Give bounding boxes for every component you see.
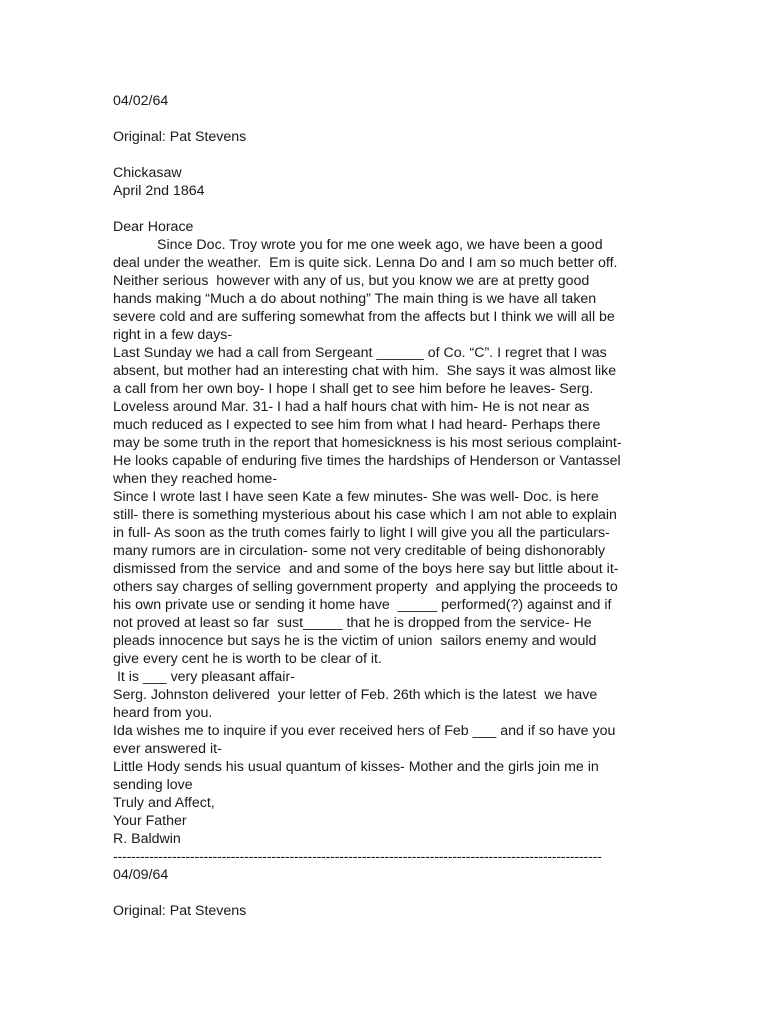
body-line: a call from her own boy- I hope I shall get to see him before he leaves- Serg. — [113, 381, 594, 397]
body-line: Little Hody sends his usual quantum of kisses- Mother and the girls join me in — [113, 759, 599, 775]
body-line: his own private use or sending it home have _____ performed(?) against and if — [113, 597, 612, 613]
body-line: when they reached home- — [113, 471, 278, 487]
body-line: hands making “Much a do about nothing” The main thing is we have all taken — [113, 291, 597, 307]
body-line: Serg. Johnston delivered your letter of Feb. 26th which is the latest we have — [113, 687, 598, 703]
closing-line: Truly and Affect, — [113, 795, 215, 811]
body-line: in full- As soon as the truth comes fairly to light I will give you all the particulars- — [113, 525, 610, 541]
salutation: Dear Horace — [113, 219, 194, 235]
body-line: Neither serious however with any of us, but you know we are at pretty good — [113, 273, 590, 289]
body-line: pleads innocence but says he is the victim of union sailors enemy and would — [113, 633, 597, 649]
body-line: severe cold and are suffering somewhat from the affects but I think we will all be — [113, 309, 615, 325]
body-line: give every cent he is worth to be clear of it. — [113, 651, 382, 667]
body-line: heard from you. — [113, 705, 213, 721]
document-page — [113, 92, 661, 920]
body-line: Since I wrote last I have seen Kate a few minutes- She was well- Doc. is here — [113, 489, 599, 505]
letter-body — [113, 236, 661, 794]
body-line: Last Sunday we had a call from Sergeant ______ of Co. “C”. I regret that I was — [113, 345, 607, 361]
body-line: He looks capable of enduring five times the hardships of Henderson or Vantassel — [113, 453, 621, 469]
original-credit: Original: Pat Stevens — [113, 129, 247, 145]
body-line: Loveless around Mar. 31- I had a half hours chat with him- He is not near as — [113, 399, 590, 415]
spacer — [113, 146, 661, 164]
spacer — [113, 110, 661, 128]
original-credit: Original: Pat Stevens — [113, 903, 247, 919]
body-line: It is ___ very pleasant affair- — [113, 669, 295, 685]
body-line: ever answered it- — [113, 741, 222, 757]
body-line: dismissed from the service and and some of the boys here say but little about it- — [113, 561, 619, 577]
body-line: sending love — [113, 777, 193, 793]
body-line: deal under the weather. Em is quite sick. Lenna Do and I am so much better off. — [113, 255, 618, 271]
body-line: absent, but mother had an interesting chat with him. She says it was almost like — [113, 363, 617, 379]
body-line: others say charges of selling government property and applying the proceeds to — [113, 579, 618, 595]
letter-date: April 2nd 1864 — [113, 183, 205, 199]
letter-place: Chickasaw — [113, 165, 182, 181]
letter-closing — [113, 794, 661, 848]
signature: R. Baldwin — [113, 831, 181, 847]
body-line: still- there is something mysterious about his case which I am not able to explain — [113, 507, 617, 523]
entry-separator: ------------------------------------------------------------------------------------------------------------ — [113, 849, 602, 865]
body-line: may be some truth in the report that homesickness is his most serious complaint- — [113, 435, 622, 451]
body-line: many rumors are in circulation- some not very creditable of being dishonorably — [113, 543, 606, 559]
body-line: right in a few days- — [113, 327, 233, 343]
closing-line: Your Father — [113, 813, 187, 829]
body-line: not proved at least so far sust_____ that he is dropped from the service- He — [113, 615, 592, 631]
body-line: much reduced as I expected to see him from what I had heard- Perhaps there — [113, 417, 601, 433]
spacer — [113, 200, 661, 218]
entry-date: 04/02/64 — [113, 93, 169, 109]
body-line: Since Doc. Troy wrote you for me one week ago, we have been a good — [157, 237, 603, 253]
entry-date: 04/09/64 — [113, 867, 169, 883]
body-line: Ida wishes me to inquire if you ever received hers of Feb ___ and if so have you — [113, 723, 616, 739]
spacer — [113, 884, 661, 902]
